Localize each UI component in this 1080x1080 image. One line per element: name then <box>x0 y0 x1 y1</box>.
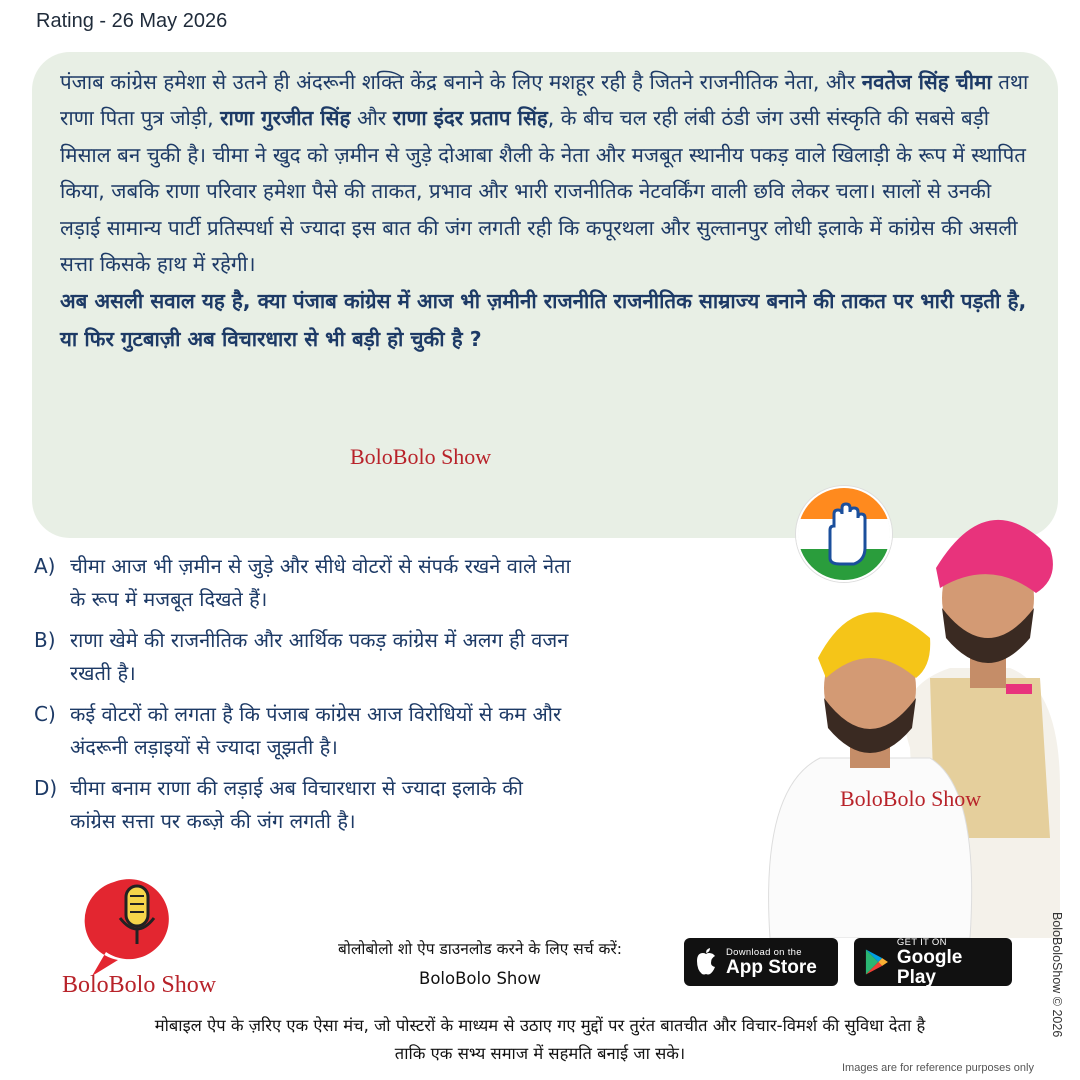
photo-watermark: BoloBolo Show <box>840 786 982 811</box>
rating-date: Rating - 26 May 2026 <box>36 10 228 32</box>
side-credit: BoloBoloShow © 2026 <box>1050 912 1064 1038</box>
article-panel <box>32 52 1058 538</box>
google-play-icon <box>864 948 889 976</box>
panel-watermark: BoloBolo Show <box>350 444 492 469</box>
disclaimer: Images are for reference purposes only <box>842 1062 1034 1074</box>
footer-text: मोबाइल ऐप के ज़रिए एक ऐसा मंच, जो पोस्टरों के माध्यम से उठाए गए मुद्दों पर तुरंत बातचीत और विचार-विमर्श की सुविधा देता है ताकि एक सभ्य समाज में सहमति बनाई जा सके। <box>154 1016 926 1063</box>
google-play-button[interactable]: GET IT ON Google Play <box>854 938 1012 986</box>
option-d[interactable]: D) चीमा बनाम राणा की लड़ाई अब विचारधारा से ज्यादा इलाके की कांग्रेस सत्ता पर कब्ज़े की जंग लगती है। <box>34 776 523 833</box>
article-body: पंजाब कांग्रेस हमेशा से उतने ही अंदरूनी शक्ति केंद्र बनाने के लिए मशहूर रही है जितने राजनीतिक नेता, और नवतेज सिंह चीमा तथा राणा पिता पुत्र जोड़ी, राणा गुरजीत सिंह और राणा इंदर प्रताप सिंह, के बीच चल रही लंबी ठंडी जंग उसी संस्कृति की सबसे बड़ी मिसाल बन चुकी है। चीमा ने खुद को ज़मीन से जुड़े दोआबा शैली के नेता और मजबूत स्थानीय पकड़ वाले खिलाड़ी के रूप में स्थापित किया, जबकि राणा परिवार हमेशा पैसे की ताकत, प्रभाव और भारी राजनीतिक नेटवर्किंग वाली छवि लेकर चला। सालों से उनकी लड़ाई सामान्य पार्टी प्रतिस्पर्धा से ज्यादा इस बात की जंग लगती रही कि कपूरथला और सुल्तानपुर लोधी इलाके में कांग्रेस की असली सत्ता किसके हाथ में रहेगी। <box>60 70 1029 277</box>
congress-hand-icon <box>796 486 892 582</box>
poll-options <box>34 550 794 846</box>
name-cheema: नवतेज सिंह चीमा <box>861 70 992 94</box>
app-store-button[interactable]: Download on the App Store <box>684 938 838 986</box>
article-question: अब असली सवाल यह है, क्या पंजाब कांग्रेस में आज भी ज़मीनी राजनीति राजनीतिक साम्राज्य बनाने की ताकत पर भारी पड़ती है, या फिर गुटबाज़ी अब विचारधारा से भी बड़ी हो चुकी है ? <box>60 289 1027 352</box>
name-rana-inder: राणा इंदर प्रताप सिंह <box>392 106 548 131</box>
logo-text: BoloBolo Show <box>62 972 217 998</box>
option-a[interactable]: A) चीमा आज भी ज़मीन से जुड़े और सीधे वोटरों से संपर्क रखने वाले नेता के रूप में मजबूत दिखते हैं। <box>34 554 571 611</box>
option-c[interactable]: C) कई वोटरों को लगता है कि पंजाब कांग्रेस आज विरोधियों से कम और अंदरूनी लड़ाइयों से ज्यादा जूझती है। <box>34 702 562 759</box>
option-b[interactable]: B) राणा खेमे की राजनीतिक और आर्थिक पकड़ कांग्रेस में अलग ही वजन रखती है। <box>34 628 569 685</box>
download-instructions: बोलोबोलो शो ऐप डाउनलोड करने के लिए सर्च करें: BoloBolo Show <box>338 940 622 988</box>
name-rana-gurjeet: राणा गुरजीत सिंह <box>220 106 351 131</box>
apple-icon <box>694 948 718 976</box>
